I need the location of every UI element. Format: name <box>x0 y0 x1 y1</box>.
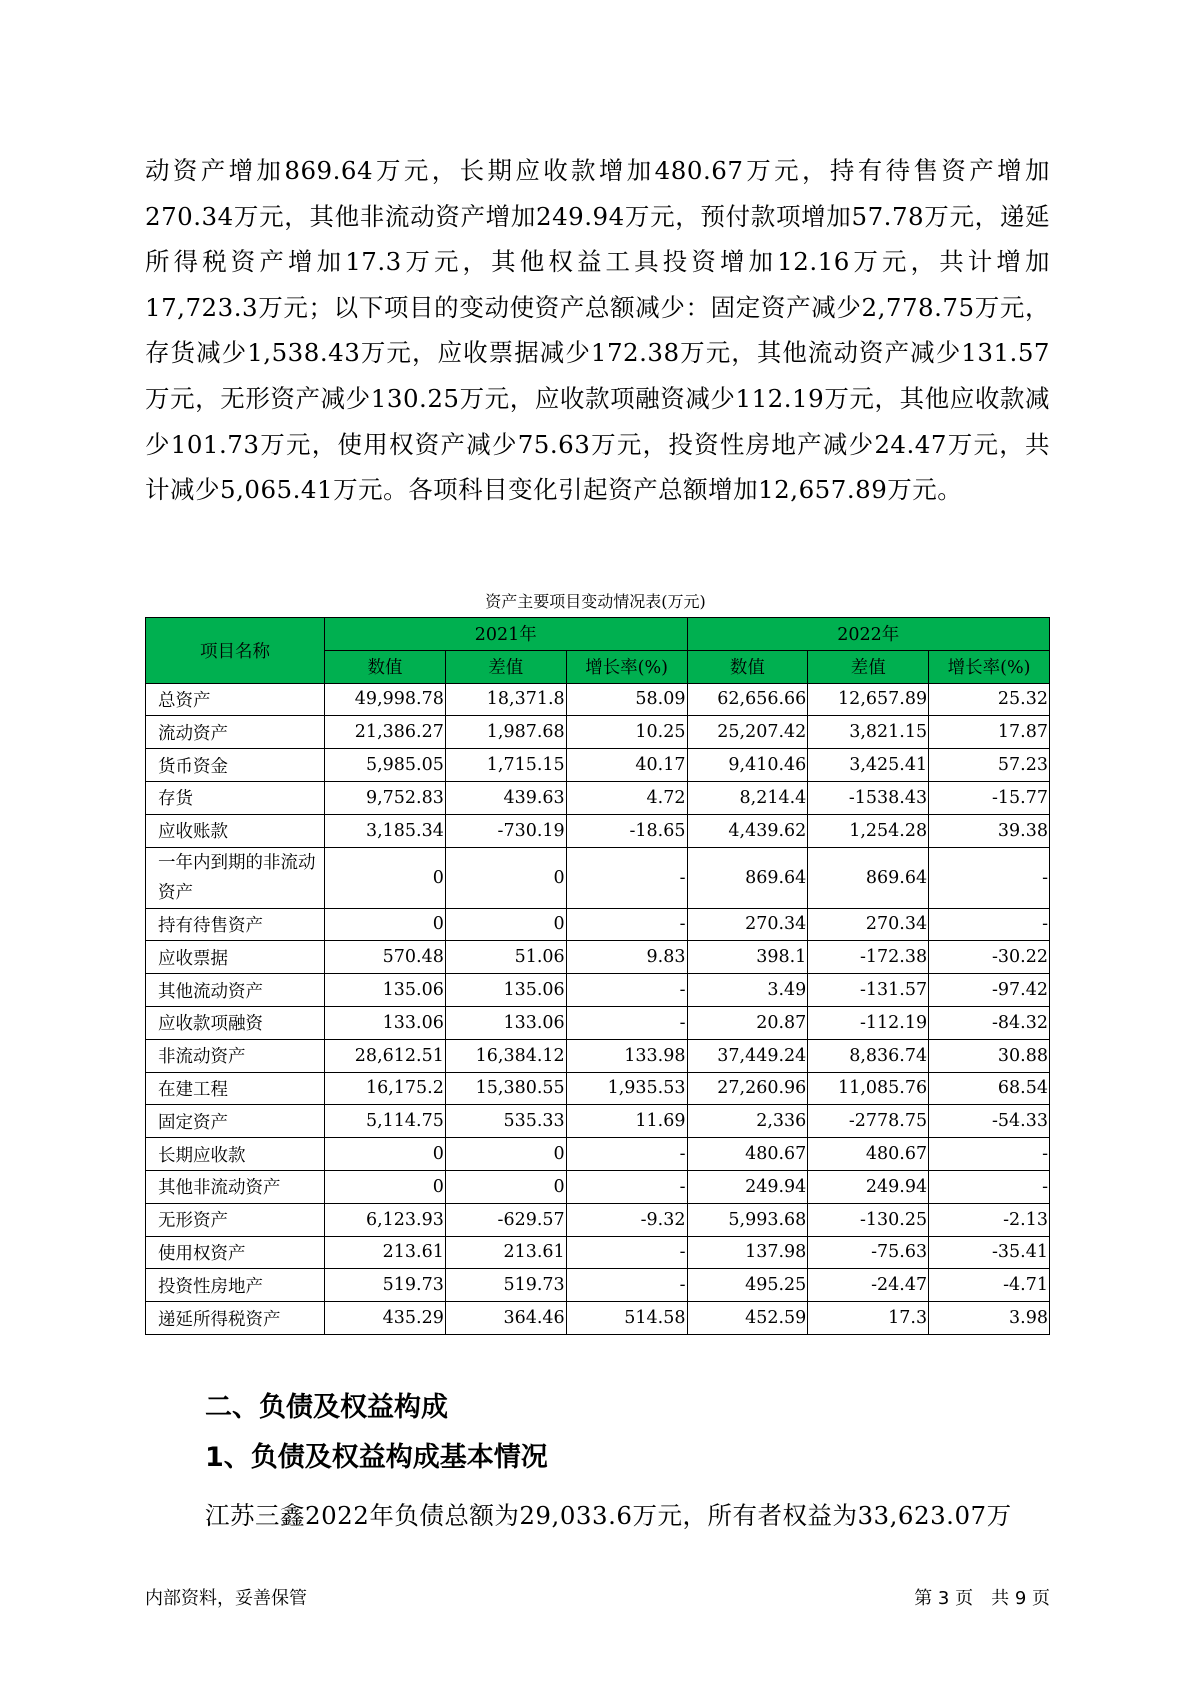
row-value-cell: 27,260.96 <box>687 1072 808 1105</box>
row-value-cell: -97.42 <box>929 974 1050 1007</box>
row-value-cell: - <box>566 847 687 908</box>
row-value-cell: 869.64 <box>808 847 929 908</box>
subheader-value-2022: 数值 <box>687 650 808 683</box>
row-item-name: 应收账款 <box>146 814 325 847</box>
table-row <box>146 941 1050 974</box>
row-value-cell: -2778.75 <box>808 1105 929 1138</box>
row-value-cell: 519.73 <box>445 1269 566 1302</box>
row-value-cell: 6,123.93 <box>325 1203 446 1236</box>
header-year-2022: 2022年 <box>687 618 1050 651</box>
row-value-cell: 398.1 <box>687 941 808 974</box>
row-item-name: 长期应收款 <box>146 1138 325 1171</box>
subheader-diff-2021: 差值 <box>445 650 566 683</box>
row-value-cell: 18,371.8 <box>445 683 566 716</box>
table-row <box>146 781 1050 814</box>
row-value-cell: -24.47 <box>808 1269 929 1302</box>
row-value-cell: 0 <box>445 908 566 941</box>
row-value-cell: 3,821.15 <box>808 716 929 749</box>
row-value-cell: -112.19 <box>808 1006 929 1039</box>
row-item-name: 使用权资产 <box>146 1236 325 1269</box>
row-value-cell: 452.59 <box>687 1302 808 1335</box>
row-value-cell: - <box>929 847 1050 908</box>
row-value-cell: 68.54 <box>929 1072 1050 1105</box>
header-year-2021: 2021年 <box>325 618 687 651</box>
row-item-name: 其他非流动资产 <box>146 1170 325 1203</box>
row-value-cell: 40.17 <box>566 749 687 782</box>
row-value-cell: 49,998.78 <box>325 683 446 716</box>
row-value-cell: 133.98 <box>566 1039 687 1072</box>
row-value-cell: 0 <box>325 847 446 908</box>
row-value-cell: 514.58 <box>566 1302 687 1335</box>
row-value-cell: 51.06 <box>445 941 566 974</box>
table-row <box>146 1072 1050 1105</box>
table-row <box>146 683 1050 716</box>
row-value-cell: 10.25 <box>566 716 687 749</box>
row-value-cell: 4,439.62 <box>687 814 808 847</box>
header-item-name: 项目名称 <box>146 618 325 684</box>
row-item-name: 货币资金 <box>146 749 325 782</box>
row-value-cell: 249.94 <box>687 1170 808 1203</box>
row-value-cell: 25,207.42 <box>687 716 808 749</box>
row-value-cell: 439.63 <box>445 781 566 814</box>
row-value-cell: 435.29 <box>325 1302 446 1335</box>
row-value-cell: 133.06 <box>325 1006 446 1039</box>
subsection-heading: 1、负债及权益构成基本情况 <box>205 1442 548 1473</box>
row-value-cell: 133.06 <box>445 1006 566 1039</box>
row-value-cell: 9.83 <box>566 941 687 974</box>
row-value-cell: - <box>566 1269 687 1302</box>
row-value-cell: 21,386.27 <box>325 716 446 749</box>
row-value-cell: 1,254.28 <box>808 814 929 847</box>
row-value-cell: 25.32 <box>929 683 1050 716</box>
row-value-cell: 535.33 <box>445 1105 566 1138</box>
table-body <box>146 683 1050 1334</box>
row-value-cell: 135.06 <box>325 974 446 1007</box>
row-value-cell: -30.22 <box>929 941 1050 974</box>
row-value-cell: - <box>566 908 687 941</box>
row-value-cell: 16,175.2 <box>325 1072 446 1105</box>
footer-page-number: 第 3 页 共 9 页 <box>914 1588 1050 1609</box>
row-value-cell: 0 <box>445 1138 566 1171</box>
row-value-cell: 570.48 <box>325 941 446 974</box>
row-value-cell: 213.61 <box>445 1236 566 1269</box>
row-value-cell: 15,380.55 <box>445 1072 566 1105</box>
table-row <box>146 814 1050 847</box>
row-value-cell: - <box>566 1006 687 1039</box>
row-value-cell: -730.19 <box>445 814 566 847</box>
row-value-cell: 3,185.34 <box>325 814 446 847</box>
row-value-cell: 519.73 <box>325 1269 446 1302</box>
table-row <box>146 1203 1050 1236</box>
body-paragraph-2: 江苏三鑫2022年负债总额为29,033.6万元，所有者权益为33,623.07万 <box>205 1501 1012 1530</box>
row-item-name: 递延所得税资产 <box>146 1302 325 1335</box>
row-value-cell: 39.38 <box>929 814 1050 847</box>
row-value-cell: 2,336 <box>687 1105 808 1138</box>
table-row <box>146 1302 1050 1335</box>
row-value-cell: 9,410.46 <box>687 749 808 782</box>
table-row <box>146 1039 1050 1072</box>
row-item-name: 投资性房地产 <box>146 1269 325 1302</box>
row-value-cell: 3.98 <box>929 1302 1050 1335</box>
row-item-name: 应收票据 <box>146 941 325 974</box>
table-row <box>146 1006 1050 1039</box>
row-value-cell: -130.25 <box>808 1203 929 1236</box>
row-value-cell: -18.65 <box>566 814 687 847</box>
row-item-name: 流动资产 <box>146 716 325 749</box>
table-row <box>146 1138 1050 1171</box>
row-value-cell: 480.67 <box>687 1138 808 1171</box>
row-item-name: 其他流动资产 <box>146 974 325 1007</box>
row-value-cell: 1,987.68 <box>445 716 566 749</box>
row-item-name: 无形资产 <box>146 1203 325 1236</box>
row-value-cell: 0 <box>445 1170 566 1203</box>
table-row <box>146 1236 1050 1269</box>
row-value-cell: 213.61 <box>325 1236 446 1269</box>
row-value-cell: 270.34 <box>687 908 808 941</box>
row-value-cell: 5,114.75 <box>325 1105 446 1138</box>
row-value-cell: - <box>566 974 687 1007</box>
table-row <box>146 1269 1050 1302</box>
row-value-cell: 20.87 <box>687 1006 808 1039</box>
table-row <box>146 974 1050 1007</box>
row-value-cell: 249.94 <box>808 1170 929 1203</box>
row-value-cell: -15.77 <box>929 781 1050 814</box>
row-item-name: 总资产 <box>146 683 325 716</box>
subheader-growth-2021: 增长率(%) <box>566 650 687 683</box>
row-value-cell: 17.3 <box>808 1302 929 1335</box>
asset-change-table <box>145 617 1050 1335</box>
table-row <box>146 749 1050 782</box>
table-row <box>146 847 1050 908</box>
row-value-cell: -131.57 <box>808 974 929 1007</box>
row-value-cell: 57.23 <box>929 749 1050 782</box>
row-value-cell: -75.63 <box>808 1236 929 1269</box>
row-value-cell: 62,656.66 <box>687 683 808 716</box>
row-item-name: 在建工程 <box>146 1072 325 1105</box>
row-value-cell: -54.33 <box>929 1105 1050 1138</box>
row-value-cell: 137.98 <box>687 1236 808 1269</box>
subheader-value-2021: 数值 <box>325 650 446 683</box>
table-row <box>146 908 1050 941</box>
table-caption: 资产主要项目变动情况表(万元) <box>485 592 706 611</box>
row-value-cell: 869.64 <box>687 847 808 908</box>
row-value-cell: 1,715.15 <box>445 749 566 782</box>
footer-confidential-note: 内部资料，妥善保管 <box>145 1588 307 1609</box>
row-value-cell: 9,752.83 <box>325 781 446 814</box>
row-value-cell: -4.71 <box>929 1269 1050 1302</box>
row-value-cell: 8,836.74 <box>808 1039 929 1072</box>
row-value-cell: -84.32 <box>929 1006 1050 1039</box>
row-value-cell: - <box>929 1170 1050 1203</box>
row-value-cell: 0 <box>325 1170 446 1203</box>
row-value-cell: 270.34 <box>808 908 929 941</box>
row-value-cell: 12,657.89 <box>808 683 929 716</box>
row-value-cell: 5,985.05 <box>325 749 446 782</box>
row-value-cell: 8,214.4 <box>687 781 808 814</box>
row-value-cell: 58.09 <box>566 683 687 716</box>
table-row <box>146 1105 1050 1138</box>
row-value-cell: 4.72 <box>566 781 687 814</box>
row-item-name: 应收款项融资 <box>146 1006 325 1039</box>
row-value-cell: - <box>566 1236 687 1269</box>
row-value-cell: - <box>566 1138 687 1171</box>
row-value-cell: 16,384.12 <box>445 1039 566 1072</box>
row-value-cell: 364.46 <box>445 1302 566 1335</box>
row-value-cell: -35.41 <box>929 1236 1050 1269</box>
row-item-name: 一年内到期的非流动资产 <box>146 847 325 908</box>
row-value-cell: 135.06 <box>445 974 566 1007</box>
row-value-cell: 11.69 <box>566 1105 687 1138</box>
row-value-cell: -2.13 <box>929 1203 1050 1236</box>
row-value-cell: 17.87 <box>929 716 1050 749</box>
row-value-cell: 28,612.51 <box>325 1039 446 1072</box>
subheader-growth-2022: 增长率(%) <box>929 650 1050 683</box>
row-value-cell: 0 <box>325 1138 446 1171</box>
row-value-cell: 1,935.53 <box>566 1072 687 1105</box>
table-row <box>146 1170 1050 1203</box>
row-value-cell: -172.38 <box>808 941 929 974</box>
row-value-cell: - <box>566 1170 687 1203</box>
row-value-cell: 495.25 <box>687 1269 808 1302</box>
row-item-name: 存货 <box>146 781 325 814</box>
subheader-diff-2022: 差值 <box>808 650 929 683</box>
row-value-cell: 11,085.76 <box>808 1072 929 1105</box>
row-value-cell: 480.67 <box>808 1138 929 1171</box>
row-value-cell: - <box>929 1138 1050 1171</box>
row-item-name: 非流动资产 <box>146 1039 325 1072</box>
table-row <box>146 716 1050 749</box>
row-value-cell: 5,993.68 <box>687 1203 808 1236</box>
row-value-cell: 0 <box>445 847 566 908</box>
row-value-cell: 0 <box>325 908 446 941</box>
row-value-cell: 3,425.41 <box>808 749 929 782</box>
row-value-cell: -629.57 <box>445 1203 566 1236</box>
row-value-cell: 30.88 <box>929 1039 1050 1072</box>
row-value-cell: -1538.43 <box>808 781 929 814</box>
row-value-cell: - <box>929 908 1050 941</box>
row-value-cell: 3.49 <box>687 974 808 1007</box>
body-paragraph: 动资产增加869.64万元，长期应收款增加480.67万元，持有待售资产增加270.34万元，其他非流动资产增加249.94万元，预付款项增加57.78万元，递延所得税资产增加17.3万元，其他权益工具投资增加12.16万元，共计增加17,723.3万元；以下项目的变动使资产总额减少：固定资产减少2,778.75万元，存货减少1,538.43万元，应收票据减少172.38万元，其他流动资产减少131.57万元，无形资产减少130.25万元，应收款项融资减少112.19万元，其他应收款减少101.73万元，使用权资产减少75.63万元，投资性房地产减少24.47万元，共计减少5,065.41万元。各项科目变化引起资产总额增加12,657.89万元。 <box>145 156 1050 505</box>
row-value-cell: 37,449.24 <box>687 1039 808 1072</box>
row-item-name: 固定资产 <box>146 1105 325 1138</box>
section-heading: 二、负债及权益构成 <box>205 1392 448 1423</box>
row-value-cell: -9.32 <box>566 1203 687 1236</box>
row-item-name: 持有待售资产 <box>146 908 325 941</box>
